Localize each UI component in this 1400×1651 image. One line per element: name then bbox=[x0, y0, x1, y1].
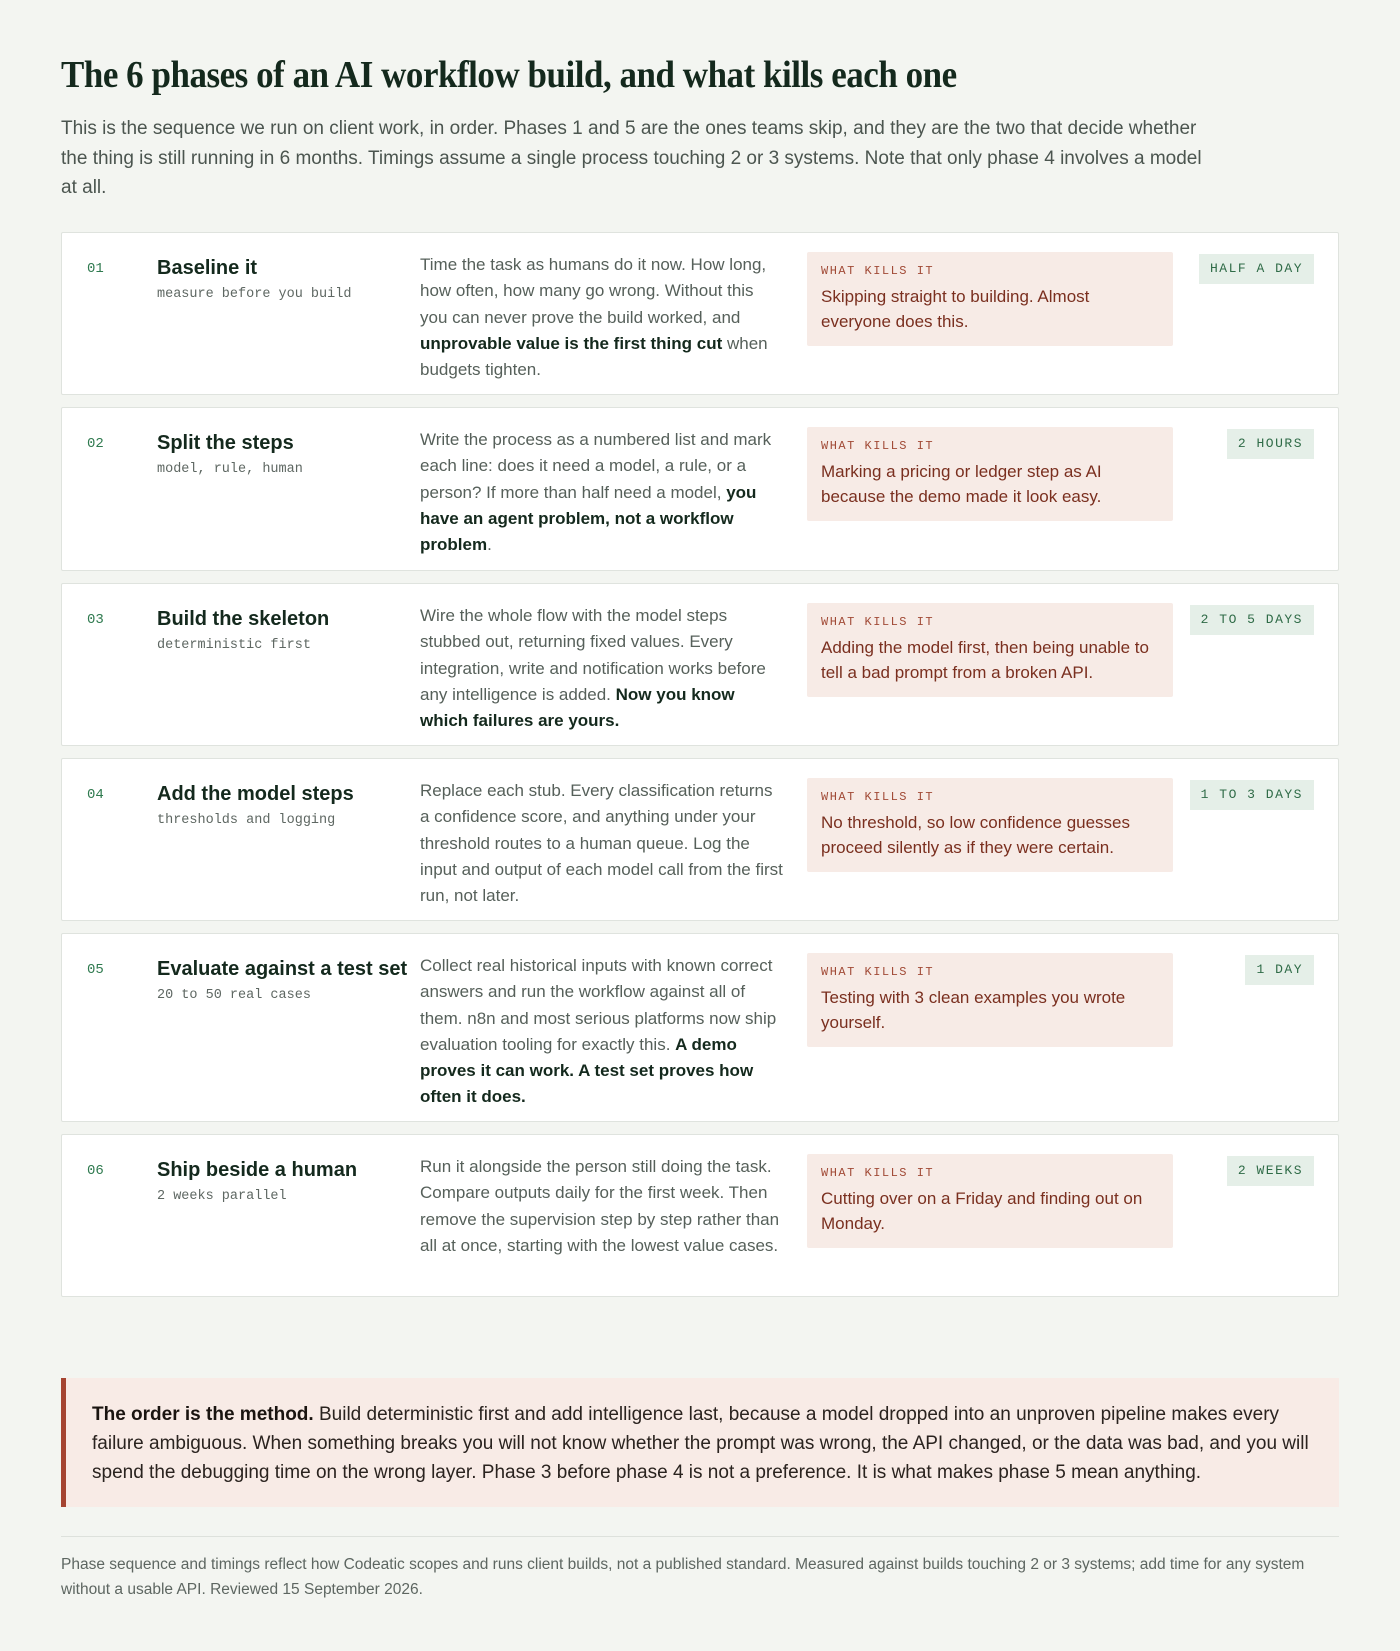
phase-description bbox=[420, 778, 785, 909]
footer-note: Phase sequence and timings reflect how Codeatic scopes and runs client builds, not a published standard. Measured against builds touching 2 or 3 systems; add time for any system without a usable API. Reviewed 15 September 2026. bbox=[61, 1556, 1305, 1598]
duration-badge: 2 WEEKS bbox=[1227, 1156, 1314, 1186]
what-kills-it-box bbox=[807, 252, 1173, 346]
phase-subtitle: measure before you build bbox=[157, 287, 352, 302]
what-kills-it-label: WHAT KILLS IT bbox=[821, 439, 935, 453]
phase-card bbox=[61, 583, 1339, 746]
what-kills-it-text: Cutting over on a Friday and finding out on Monday. bbox=[821, 1189, 1143, 1233]
duration-badge: 2 TO 5 DAYS bbox=[1190, 605, 1314, 635]
what-kills-it-box bbox=[807, 427, 1173, 521]
duration-badge: 1 TO 3 DAYS bbox=[1190, 780, 1314, 810]
duration-badge: 1 DAY bbox=[1245, 955, 1314, 985]
phase-card bbox=[61, 933, 1339, 1122]
description-text: Replace each stub. Every classification returns a confidence score, and anything under your threshold routes to a human queue. Log the input and output of each model call from the first run, not later. bbox=[420, 781, 783, 906]
what-kills-it-box bbox=[807, 953, 1173, 1047]
what-kills-it-text: Testing with 3 clean examples you wrote yourself. bbox=[821, 988, 1126, 1032]
description-text: Collect real historical inputs with known correct answers and run the workflow against all of them. n8n and most serious platforms now ship evaluation tooling for exactly this. bbox=[420, 956, 777, 1054]
phase-name: Build the skeleton bbox=[157, 608, 330, 630]
intro-paragraph: This is the sequence we run on client work, in order. Phases 1 and 5 are the ones teams skip, and they are the two that decide whether the thing is still running in 6 months. Timings assume a single process touching 2 or 3 systems. Note that only phase 4 involves a model at all. bbox=[61, 118, 1202, 198]
phase-card bbox=[61, 232, 1339, 395]
description-text: Run it alongside the person still doing the task. Compare outputs daily for the first week. Then remove the supervision step by step rather than all at once, starting with the lowest value cases. bbox=[420, 1157, 780, 1255]
phase-number: 06 bbox=[87, 1163, 104, 1179]
page-title: The 6 phases of an AI workflow build, and what kills each one bbox=[61, 54, 957, 96]
callout-body: Build deterministic first and add intelligence last, because a model dropped into an unproven pipeline makes every failure ambiguous. When something breaks you will not know whether the prompt was wrong, the API changed, or the data was bad, and you will spend the debugging time on the wrong layer. Phase 3 before phase 4 is not a preference. It is what makes phase 5 mean anything. bbox=[92, 1404, 1309, 1483]
duration-badge: 2 HOURS bbox=[1227, 429, 1314, 459]
description-text: Time the task as humans do it now. How long, how often, how many go wrong. Without this you can never prove the build worked, and bbox=[420, 255, 767, 327]
what-kills-it-label: WHAT KILLS IT bbox=[821, 264, 935, 278]
description-emphasis: Now you know which failures are yours. bbox=[420, 684, 735, 731]
what-kills-it-label: WHAT KILLS IT bbox=[821, 790, 935, 804]
phase-subtitle: 2 weeks parallel bbox=[157, 1189, 287, 1204]
duration-badge: HALF A DAY bbox=[1199, 254, 1314, 284]
phase-description bbox=[420, 953, 785, 1111]
what-kills-it-box bbox=[807, 603, 1173, 697]
method-callout bbox=[61, 1378, 1339, 1507]
what-kills-it-text: Adding the model first, then being unable to tell a bad prompt from a broken API. bbox=[821, 638, 1149, 682]
phase-subtitle: thresholds and logging bbox=[157, 813, 336, 828]
what-kills-it-label: WHAT KILLS IT bbox=[821, 965, 935, 979]
phase-number: 04 bbox=[87, 787, 104, 803]
phase-description bbox=[420, 603, 785, 734]
what-kills-it-text: Marking a pricing or ledger step as AI because the demo made it look easy. bbox=[821, 462, 1102, 506]
phase-name: Evaluate against a test set bbox=[157, 958, 408, 980]
callout-lead: The order is the method. bbox=[92, 1404, 314, 1425]
description-tail: when budgets tighten. bbox=[420, 333, 768, 380]
phase-description bbox=[420, 252, 785, 383]
what-kills-it-box bbox=[807, 778, 1173, 872]
what-kills-it-label: WHAT KILLS IT bbox=[821, 1166, 935, 1180]
phase-number: 01 bbox=[87, 261, 104, 277]
phase-card bbox=[61, 758, 1339, 921]
phase-number: 03 bbox=[87, 612, 104, 628]
phase-subtitle: 20 to 50 real cases bbox=[157, 988, 311, 1003]
description-text: Write the process as a numbered list and mark each line: does it need a model, a rule, or a person? If more than half need a model, bbox=[420, 430, 772, 502]
what-kills-it-text: Skipping straight to building. Almost everyone does this. bbox=[821, 287, 1090, 331]
what-kills-it-text: No threshold, so low confidence guesses proceed silently as if they were certain. bbox=[821, 813, 1131, 857]
phase-description bbox=[420, 427, 785, 558]
phase-card bbox=[61, 407, 1339, 571]
what-kills-it-box bbox=[807, 1154, 1173, 1248]
phase-subtitle: deterministic first bbox=[157, 638, 311, 653]
phase-name: Split the steps bbox=[157, 432, 294, 454]
phase-number: 05 bbox=[87, 962, 104, 978]
phase-number: 02 bbox=[87, 436, 104, 452]
footer-divider bbox=[61, 1536, 1339, 1537]
description-emphasis: you have an agent problem, not a workflow problem bbox=[420, 482, 757, 555]
phase-name: Ship beside a human bbox=[157, 1159, 358, 1181]
what-kills-it-label: WHAT KILLS IT bbox=[821, 615, 935, 629]
phase-subtitle: model, rule, human bbox=[157, 462, 303, 477]
phase-name: Baseline it bbox=[157, 257, 258, 279]
description-emphasis: unprovable value is the first thing cut bbox=[420, 333, 723, 353]
description-emphasis: A demo proves it can work. A test set proves how often it does. bbox=[420, 1034, 754, 1107]
description-text: Wire the whole flow with the model steps stubbed out, returning fixed values. Every integration, write and notification works before any intelligence is added. bbox=[420, 606, 766, 704]
description-tail: . bbox=[487, 535, 492, 555]
phase-card bbox=[61, 1134, 1339, 1297]
phase-description bbox=[420, 1154, 785, 1259]
phase-name: Add the model steps bbox=[157, 783, 354, 805]
